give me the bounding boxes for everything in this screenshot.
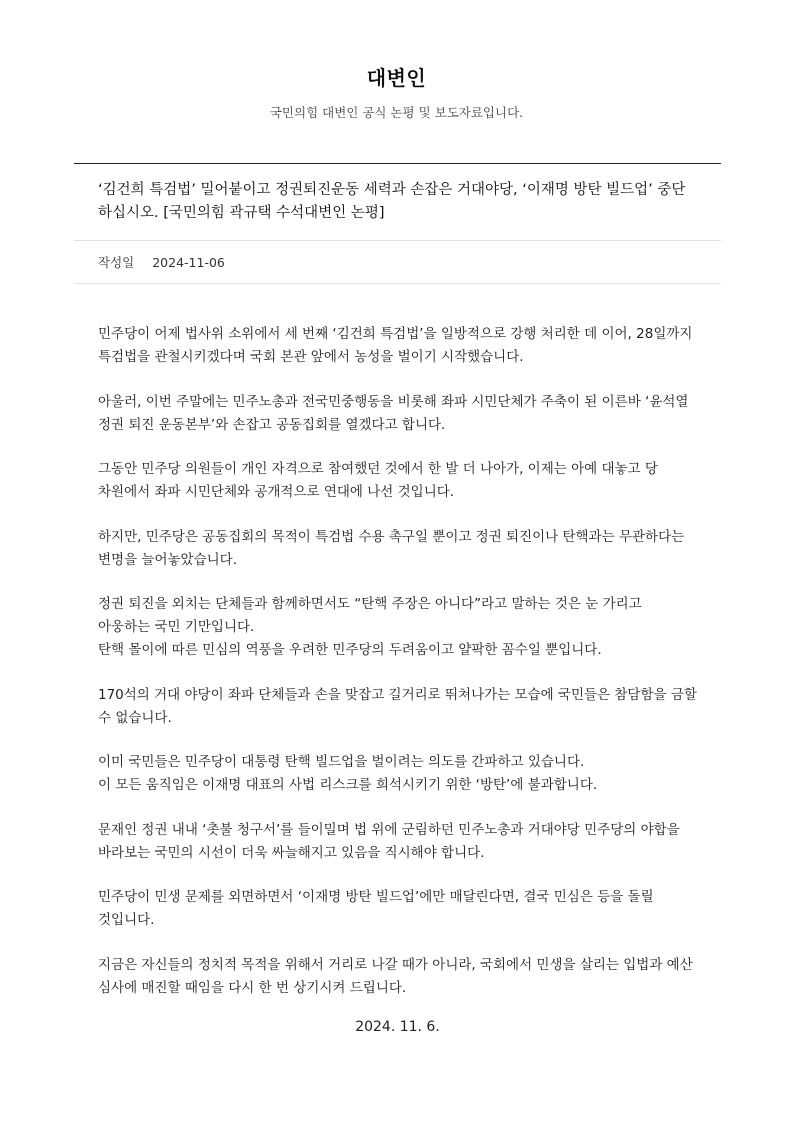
header-divider: [74, 163, 721, 164]
paragraph-line: 이 모든 움직임은 이재명 대표의 사법 리스크를 희석시키기 위한 ‘방탄’에 불과합니다.: [98, 777, 598, 793]
meta-divider: [74, 283, 721, 284]
body-paragraph: [98, 391, 698, 437]
body-paragraph: [98, 323, 698, 369]
body-paragraph: [98, 886, 698, 932]
article-body: [98, 323, 698, 1021]
paragraph-line: 이미 국민들은 민주당이 대통령 탄핵 빌드업을 벌이려는 의도를 간파하고 있습니다.: [98, 754, 585, 770]
body-paragraph: [98, 684, 698, 730]
body-paragraph: [98, 954, 698, 1000]
article-title: ‘김건희 특검법’ 밀어붙이고 정권퇴진운동 세력과 손잡은 거대야당, ‘이재명 방탄 빌드업’ 중단하십시오. [국민의힘 곽규택 수석대변인 논평]: [98, 182, 686, 221]
body-paragraph: [98, 526, 698, 572]
paragraph-line: 문재인 정권 내내 ‘촛불 청구서’를 들이밀며 법 위에 군림하던 민주노총과 거대야당 민주당의 야합을 바라보는 국민의 시선이 더욱 싸늘해지고 있음을 직시해야 합니다.: [98, 821, 680, 861]
paragraph-line: 아울러, 이번 주말에는 민주노총과 전국민중행동을 비롯해 좌파 시민단체가 주축이 된 이른바 ‘윤석열 정권 퇴진 운동본부’와 손잡고 공동집회를 열겠다고 합니다.: [98, 393, 689, 433]
paragraph-line: 민주당이 어제 법사위 소위에서 세 번째 ‘김건희 특검법’을 일방적으로 강행 처리한 데 이어, 28일까지 특검법을 관철시키겠다며 국회 본관 앞에서 농성을 벌이기 시작했습니다.: [98, 326, 693, 365]
paragraph-line: 정권 퇴진을 외치는 단체들과 함께하면서도 “탄핵 주장은 아니다”라고 말하는 것은 눈 가리고 아웅하는 국민 기만입니다.: [98, 596, 642, 635]
signature-date: 2024. 11. 6.: [355, 1019, 440, 1035]
publish-date: 2024-11-06: [152, 255, 225, 270]
paragraph-line: 지금은 자신들의 정치적 목적을 위해서 거리로 나갈 때가 아니라, 국회에서 민생을 살리는 입법과 예산 심사에 매진할 때임을 다시 한 번 상기시켜 드립니다.: [98, 956, 693, 996]
paragraph-line: 170석의 거대 야당이 좌파 단체들과 손을 맞잡고 길거리로 뛰쳐나가는 모습에 국민들은 참담함을 금할 수 없습니다.: [98, 686, 697, 726]
paragraph-line: 그동안 민주당 의원들이 개인 자격으로 참여했던 것에서 한 발 더 나아가, 이제는 아예 대놓고 당 차원에서 좌파 시민단체와 공개적으로 연대에 나선 것입니다.: [98, 461, 658, 500]
site-title: 대변인: [366, 66, 427, 90]
site-subtitle: 국민의힘 대변인 공식 논평 및 보도자료입니다.: [269, 105, 524, 120]
body-paragraph: [98, 751, 698, 797]
body-paragraph: [98, 458, 698, 504]
paragraph-line: 하지만, 민주당은 공동집회의 목적이 특검법 수용 촉구일 뿐이고 정권 퇴진이나 탄핵과는 무관하다는 변명을 늘어놓았습니다.: [98, 528, 685, 568]
article-meta: [98, 253, 225, 271]
paragraph-line: 민주당이 민생 문제를 외면하면서 ‘이재명 방탄 빌드업’에만 매달린다면, 결국 민심은 등을 돌릴 것입니다.: [98, 889, 654, 928]
body-paragraph: [98, 819, 698, 865]
title-divider: [74, 240, 721, 241]
body-paragraph: [98, 593, 698, 662]
date-label: 작성일: [98, 255, 135, 270]
paragraph-line: 탄핵 몰이에 따른 민심의 역풍을 우려한 민주당의 두려움이고 얄팍한 꼼수일 뿐입니다.: [98, 642, 602, 658]
